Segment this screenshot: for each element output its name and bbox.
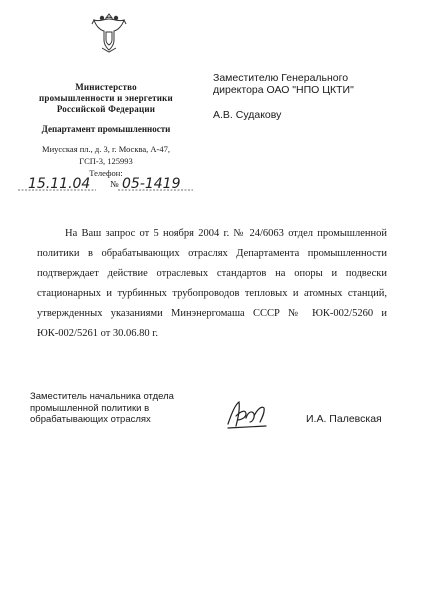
- signatory-name: И.А. Палевская: [306, 413, 382, 425]
- registration-date: 15.11.04: [28, 176, 91, 192]
- ministry-name: [16, 82, 196, 115]
- registration-number-label: №: [110, 179, 119, 189]
- registration-number: 05-1419: [122, 176, 181, 192]
- body-paragraph: На Ваш запрос от 5 ноября 2004 г. № 24/6063 отдел промышленной политики в обрабатывающих отраслях Департамента промышленности подтверждает действие отраслевых стандартов на опоры и подвески стационарных и турбинных трубопроводов тепловых и атомных станций, утвержденных указаниями Минэнергомаша СССР № ЮК-002/5260 и ЮК-002/5261 от 30.06.80 г.: [37, 228, 387, 339]
- letter-body: [37, 224, 387, 344]
- recipient-name: А.В. Судакову: [213, 109, 282, 121]
- signatory-title-line: Заместитель начальника отдела: [30, 391, 174, 402]
- ministry-line: Российской Федерации: [56, 104, 156, 114]
- coat-of-arms-emblem: [90, 10, 128, 54]
- signatory-title-line: обрабатывающих отраслях: [30, 414, 151, 425]
- recipient-line: директора ОАО "НПО ЦКТИ": [213, 84, 354, 96]
- phone-label: Телефон:: [89, 168, 123, 178]
- recipient-line: Заместителю Генерального: [213, 72, 349, 84]
- address-line: ГСП-3, 125993: [79, 156, 133, 166]
- address: [16, 143, 196, 167]
- ministry-line: промышленности и энергетики: [39, 93, 173, 103]
- registration-underline: [18, 188, 193, 192]
- ministry-line: Министерство: [75, 82, 137, 92]
- department-name: Департамент промышленности: [41, 124, 171, 134]
- signatory-title-line: промышленной политики в: [30, 402, 150, 414]
- registration-line: [18, 176, 193, 192]
- signatory-title: [30, 391, 174, 426]
- handwritten-signature: [222, 398, 270, 432]
- address-line: Миусская пл., д. 3, г. Москва, А-47,: [42, 144, 170, 154]
- recipient-title: [213, 72, 354, 96]
